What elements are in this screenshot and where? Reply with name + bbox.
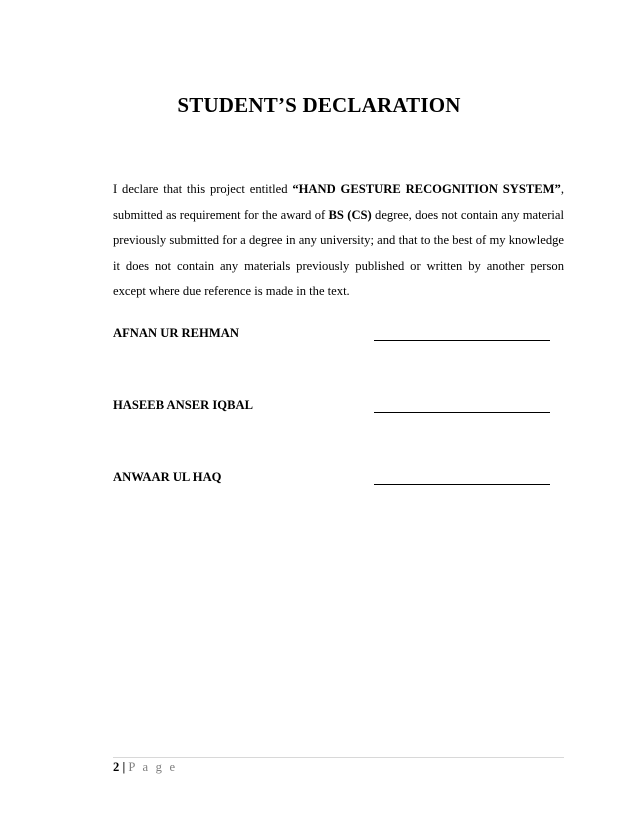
signature-row [113, 398, 564, 418]
signatory-name: HASEEB ANSER IQBAL [113, 398, 253, 412]
paragraph-text-3: degree, does not contain any material previously submitted for a degree in any university; and that to the best of my knowledge it does not contain any materials previously published or written by another person except where due reference is made in the text. [113, 207, 564, 299]
degree-name: BS (CS) [328, 207, 372, 222]
signatory-name: AFNAN UR REHMAN [113, 326, 239, 340]
page-label: P a g e [128, 760, 178, 774]
page-number: 2 [113, 760, 120, 774]
paragraph-text-1: I declare that this project entitled [113, 182, 293, 196]
signatory-name: ANWAAR UL HAQ [113, 470, 222, 484]
page-title: STUDENT’S DECLARATION [177, 93, 461, 117]
paragraph-text-2: , submitted as requirement for the award of [113, 182, 565, 222]
signature-row [113, 470, 564, 490]
page-footer [113, 760, 177, 775]
footer-separator: | [122, 760, 126, 774]
signature-row [113, 326, 564, 346]
footer-divider [113, 757, 564, 758]
signature-line [374, 412, 550, 413]
signature-line [374, 340, 550, 341]
declaration-paragraph [113, 177, 564, 305]
signature-line [374, 484, 550, 485]
project-title: “HAND GESTURE RECOGNITION SYSTEM” [292, 182, 561, 196]
